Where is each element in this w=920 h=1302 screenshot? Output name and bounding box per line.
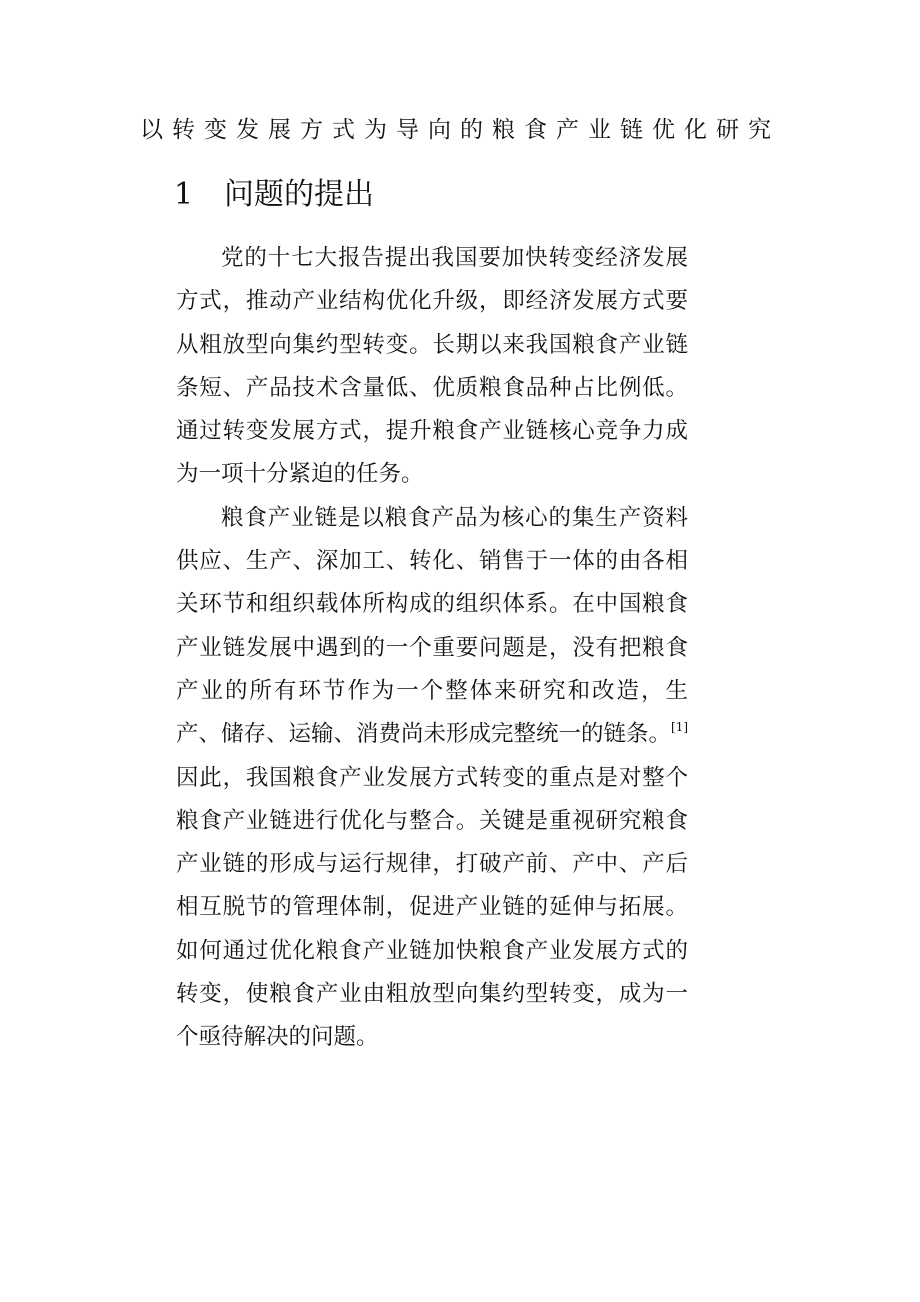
section-number: 1	[174, 177, 194, 212]
section-heading-text: 问题的提出	[224, 177, 374, 212]
paragraph-2-text-after-citation: 因此，我国粮食产业发展方式转变的重点是对整个粮食产业链进行优化与整合。关键是重视研究粮食产业链的形成与运行规律，打破产前、产中、产后相互脱节的管理体制，促进产业链的延伸与拓展。如何通过优化粮食产业链加快粮食产业发展方式的转变，使粮食产业由粗放型向集约型转变，成为一个亟待解决的问题。	[176, 764, 688, 1051]
document-title: 以转变发展方式为导向的粮食产业链优化研究	[140, 117, 780, 143]
citation-reference: [1]	[671, 720, 689, 735]
paragraph-1: 党的十七大报告提出我国要加快转变经济发展方式，推动产业结构优化升级，即经济发展方式要从粗放型向集约型转变。长期以来我国粮食产业链条短、产品技术含量低、优质粮食品种占比例低。通过转变发展方式，提升粮食产业链核心竞争力成为一项十分紧迫的任务。	[176, 245, 688, 488]
section-heading	[174, 173, 374, 217]
paragraph-2-text-before-citation: 粮食产业链是以粮食产品为核心的集生产资料供应、生产、深加工、转化、销售于一体的由各相关环节和组织载体所构成的组织体系。在中国粮食产业链发展中遇到的一个重要问题是，没有把粮食产业的所有环节作为一个整体来研究和改造，生产、储存、运输、消费尚未形成完整统一的链条。	[176, 504, 688, 748]
paragraph-2	[176, 497, 688, 1060]
body-text	[176, 237, 688, 1060]
